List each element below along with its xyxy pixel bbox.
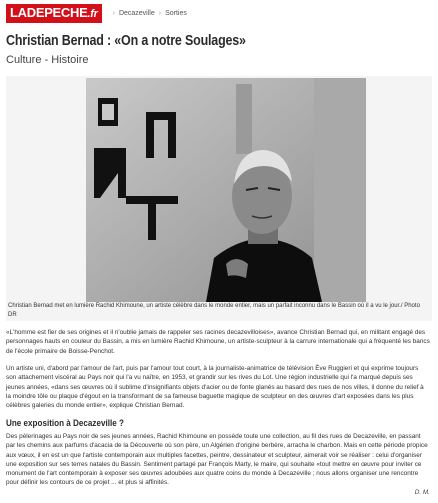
article-photo[interactable] <box>86 78 366 302</box>
article-paragraph: Un artiste uni, d'abord par l'amour de l'art, puis par l'amour tout court, à la journaliste-animatrice de télévision Ève Ruggieri et qui exprime toujours son attachement viscéral au Pays noir qui l'a vu naître, en 1953, et grandir sur les rives du Lot. Une région industrielle qui l'a marqué depuis ses jeunes années, «dans ses œuvres où il sublime d'insignifiants objets d'acier ou de fonte glanés au hasard des rues de nos villes, il donne du relief à la moindre tôle ou plaque d'égout en la transformant de sa fameuse baguette magique de sculpteur en des œuvres d'art exposées dans les plus célèbres galeries du monde entier», explique Christian Bernad. <box>6 365 424 410</box>
article-paragraph: Des pèlerinages au Pays noir de ses jeunes années, Rachid Khimoune en possède toute une collection, au fil des rues de Decazeville, en passant par les chemins aux parfums d'acacia de la Découverte où son père, un Algérien d'origine berbère, arracha le charbon. Mais en cette période propice aux vœux, il en est un que l'artiste contemporain aux multiples facettes, peintre, dessinateur et sculpteur, aimerait voir se réaliser : celui d'organiser une exposition sur ses terres natales du Bassin. Sentiment partagé par François Marty, le maire, qui souhaite «tout mettre en œuvre pour inviter ce monument de l'art contemporain à exposer ses œuvres adoubées aux quatre coins du monde à Decazeville ; nous allons organiser une rencontre pour définir les contours de ce projet ... et plus si affinités. <box>6 433 428 487</box>
article-paragraph: «L'homme est fier de ses origines et il n'oublie jamais de rappeler ses racines decazevilloises», avance Christian Bernad qui, en militant engagé des personnages hauts en couleur du Bassin, a mis en lumière Rachid Khimoune, un artiste-sculpteur à la carrure internationale qui a fréquenté les bancs de l'école primaire de Boisse-Penchot. <box>6 329 430 355</box>
article-title: Christian Bernad : «On a notre Soulages» <box>6 33 246 49</box>
breadcrumb-link-decazeville[interactable]: Decazeville <box>118 9 155 17</box>
site-header <box>6 3 187 23</box>
breadcrumb <box>109 10 187 17</box>
article-rubric: Culture - Histoire <box>6 54 89 66</box>
portrait-illustration <box>86 78 366 302</box>
photo-caption: Christian Bernad met en lumière Rachid Khimoune, un artiste célèbre dans le monde entier, mais un parfait inconnu dans le Bassin où il a vu le jour./ Photo DR <box>8 303 420 318</box>
chevron-right-icon: › <box>112 9 115 17</box>
author-signature: D. M. <box>414 489 430 496</box>
logo-suffix: .fr <box>87 7 98 20</box>
article-subheading: Une exposition à Decazeville ? <box>6 418 124 428</box>
chevron-right-icon: › <box>158 9 162 17</box>
logo-text: LADEPECHE <box>10 4 88 20</box>
breadcrumb-link-sorties[interactable]: Sorties <box>165 9 187 17</box>
article-figure <box>6 76 432 321</box>
site-logo[interactable] <box>6 4 102 23</box>
